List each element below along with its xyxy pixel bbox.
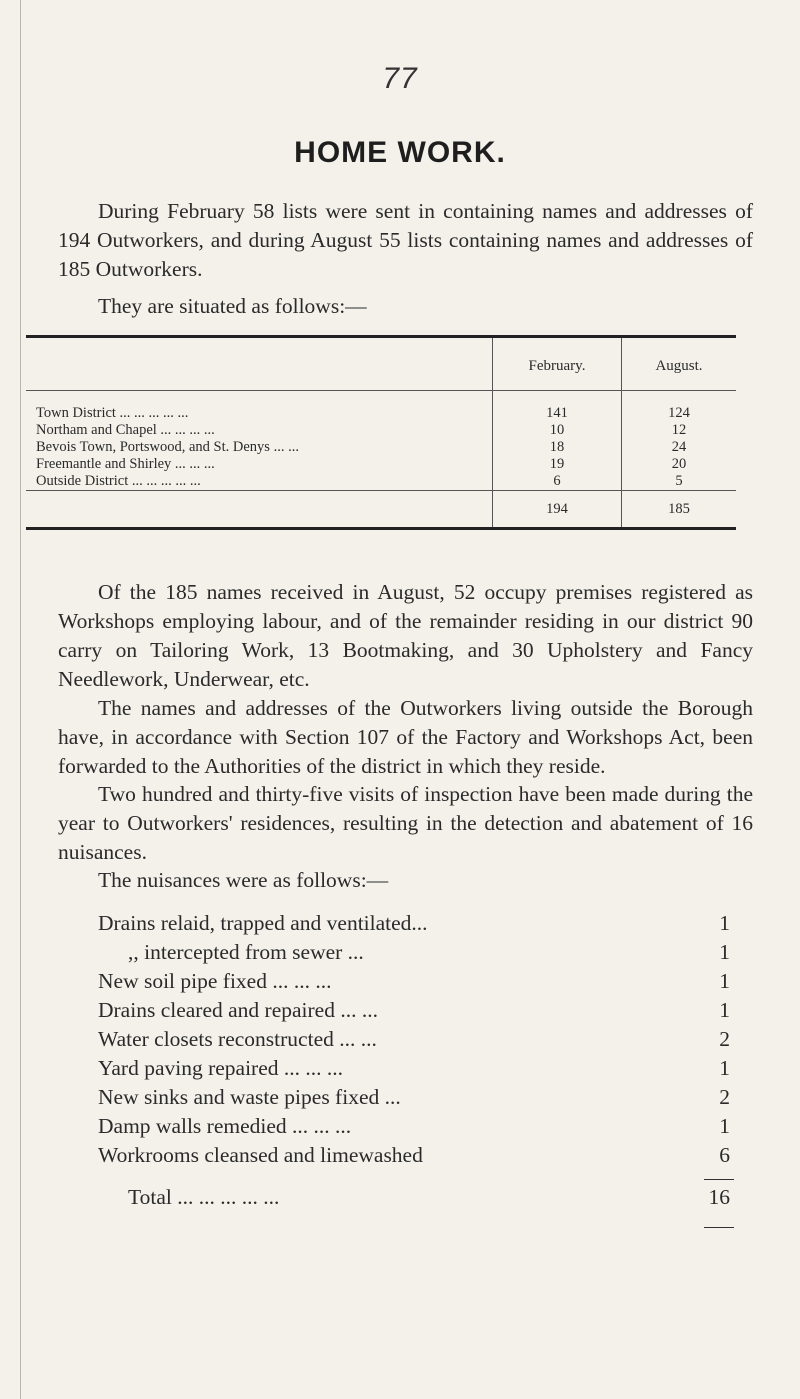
row-february: 18 — [493, 439, 622, 456]
nuisance-label: Yard paving repaired ... ... ... — [98, 1056, 344, 1080]
borough-paragraph — [58, 694, 753, 781]
table-row — [26, 473, 736, 491]
row-february: 10 — [493, 422, 622, 439]
row-district: Town District ... ... ... ... ... — [36, 405, 189, 421]
page-heading: HOME WORK. — [294, 136, 506, 169]
intro-text: During February 58 lists were sent in containing names and addresses of 194 Outworkers, and during August 55 lists containing names and addresses of 185 Outworkers. — [58, 199, 753, 281]
nuisance-count: 6 — [719, 1143, 730, 1167]
nuisance-label: New sinks and waste pipes fixed ... — [98, 1085, 401, 1109]
total-value: 16 — [708, 1185, 730, 1209]
district-table — [26, 335, 736, 530]
row-february: 141 — [493, 405, 622, 422]
nuisances-intro-text: The nuisances were as follows:— — [98, 868, 389, 892]
row-february: 19 — [493, 456, 622, 473]
table-row — [26, 405, 736, 422]
names-text: Of the 185 names received in August, 52 occupy premises registered as Workshops employing labour, and of the remainder residing in our district 90 carry on Tailoring Work, 13 Bootmaking, and 30 Upholstery and Fancy Needlework, Underwear, etc. — [58, 580, 753, 691]
nuisance-label: Water closets reconstructed ... ... — [98, 1027, 377, 1051]
list-item — [98, 967, 738, 996]
sum-rule-bottom — [704, 1227, 734, 1228]
nuisance-list — [98, 909, 738, 1170]
nuisance-label: Drains cleared and repaired ... ... — [98, 998, 378, 1022]
sum-rule-top — [704, 1179, 734, 1180]
nuisance-total — [128, 1183, 738, 1212]
visits-paragraph — [58, 780, 753, 867]
list-item — [98, 1083, 738, 1112]
list-item — [98, 996, 738, 1025]
nuisance-count: 2 — [719, 1085, 730, 1109]
total-february: 194 — [493, 491, 622, 528]
nuisance-count: 1 — [719, 1056, 730, 1080]
table-row — [26, 439, 736, 456]
table-total-row — [26, 491, 736, 528]
nuisance-label: Drains relaid, trapped and ventilated... — [98, 911, 428, 935]
nuisance-count: 1 — [719, 940, 730, 964]
row-august: 24 — [622, 439, 737, 456]
page-number: 77 — [382, 62, 418, 95]
total-row-label — [26, 491, 493, 528]
table-bottom-rule — [26, 527, 736, 530]
situated-text: They are situated as follows:— — [98, 294, 367, 318]
intro-paragraph — [58, 197, 753, 284]
nuisance-label: Damp walls remedied ... ... ... — [98, 1114, 352, 1138]
total-label: Total ... ... ... ... ... — [128, 1185, 280, 1209]
row-district: Northam and Chapel ... ... ... ... — [36, 422, 215, 438]
list-item — [98, 1025, 738, 1054]
list-item — [98, 938, 738, 967]
table-header-row — [26, 338, 736, 391]
list-item — [98, 1112, 738, 1141]
list-item — [98, 1054, 738, 1083]
row-district: Bevois Town, Portswood, and St. Denys ... ... — [36, 439, 299, 455]
row-august: 20 — [622, 456, 737, 473]
nuisance-count: 1 — [719, 969, 730, 993]
nuisance-count: 1 — [719, 998, 730, 1022]
row-august: 12 — [622, 422, 737, 439]
header-february: February. — [493, 338, 622, 391]
row-august: 5 — [622, 473, 737, 491]
nuisance-count: 1 — [719, 911, 730, 935]
nuisance-label: ,, intercepted from sewer ... — [128, 940, 364, 964]
table-row — [26, 456, 736, 473]
table-spacer — [26, 391, 736, 405]
nuisance-count: 1 — [719, 1114, 730, 1138]
situated-paragraph — [58, 292, 753, 321]
names-paragraph — [58, 578, 753, 694]
list-item — [98, 1141, 738, 1170]
row-district: Freemantle and Shirley ... ... ... — [36, 456, 215, 472]
list-item — [98, 909, 738, 938]
row-august: 124 — [622, 405, 737, 422]
total-august: 185 — [622, 491, 737, 528]
nuisance-label: New soil pipe fixed ... ... ... — [98, 969, 332, 993]
row-february: 6 — [493, 473, 622, 491]
borough-text: The names and addresses of the Outworkers living outside the Borough have, in accordance with Section 107 of the Factory and Workshops Act, been forwarded to the Authorities of the district in which they reside. — [58, 696, 753, 778]
header-district — [26, 338, 493, 391]
nuisance-count: 2 — [719, 1027, 730, 1051]
nuisance-label: Workrooms cleansed and limewashed — [98, 1143, 423, 1167]
header-august: August. — [622, 338, 737, 391]
row-district: Outside District ... ... ... ... ... — [36, 473, 201, 489]
page-gutter-line — [20, 0, 21, 1399]
table-row — [26, 422, 736, 439]
nuisances-intro-paragraph — [58, 866, 753, 895]
visits-text: Two hundred and thirty-five visits of inspection have been made during the year to Outworkers' residences, resulting in the detection and abatement of 16 nuisances. — [58, 782, 753, 864]
district-table-grid — [26, 338, 736, 527]
